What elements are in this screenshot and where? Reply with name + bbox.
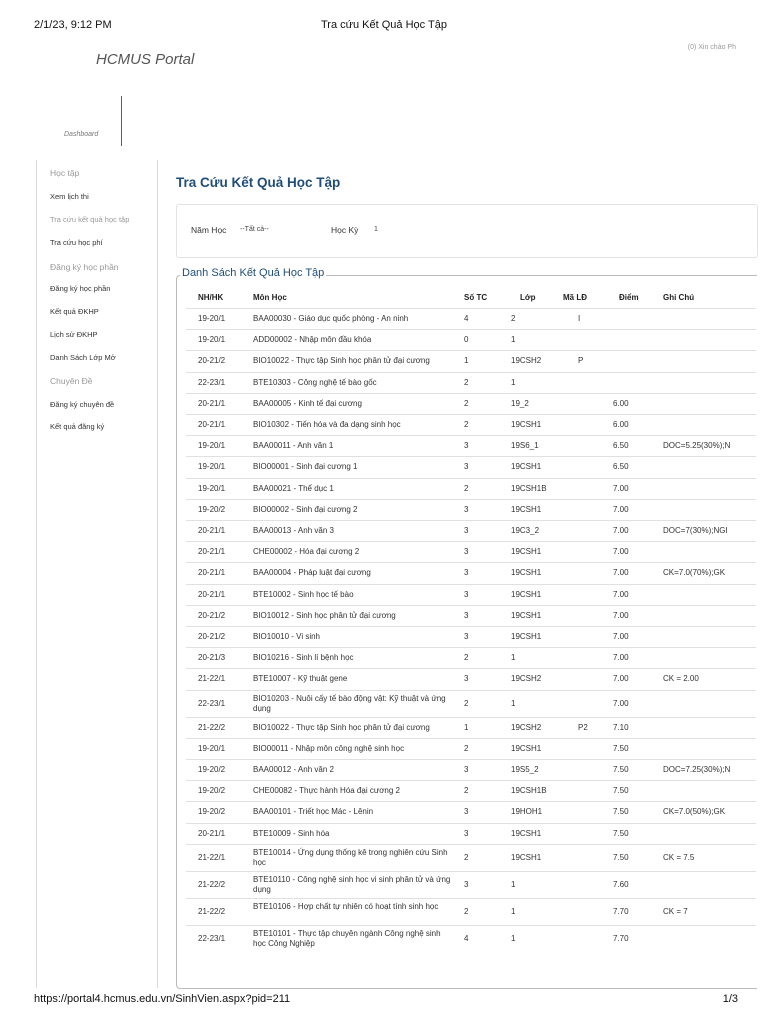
row-divider <box>186 780 756 781</box>
cell-credits: 2 <box>464 420 469 430</box>
cell-subject: BIO10302 - Tiến hóa và đa dạng sinh học <box>253 420 401 430</box>
row-divider <box>186 647 756 648</box>
cell-subject: BTE10106 - Hợp chất tự nhiên có hoạt tính sinh học <box>253 901 439 911</box>
semester-label: Học Kỳ <box>331 225 359 235</box>
cell-subject: ADD00002 - Nhập môn đầu khóa <box>253 335 372 345</box>
table-row <box>186 584 756 605</box>
cell-nhhk: 20-21/1 <box>198 589 226 599</box>
table-row <box>186 414 756 435</box>
cell-credits: 3 <box>464 632 469 642</box>
cell-nhhk: 19-20/1 <box>198 743 226 753</box>
table-row <box>186 435 756 456</box>
cell-subject: BAA00021 - Thể dục 1 <box>253 483 334 493</box>
col-header-class[interactable]: Lớp <box>520 293 536 302</box>
table-row <box>186 308 756 329</box>
cell-subject: BIO10022 - Thực tập Sinh học phân tử đại cương <box>253 356 430 366</box>
cell-subject: BAA00012 - Anh văn 2 <box>253 765 334 775</box>
cell-subject: BIO00011 - Nhập môn công nghệ sinh học <box>253 743 405 753</box>
cell-class: 1 <box>511 698 516 708</box>
row-divider <box>186 478 756 479</box>
cell-nhhk: 20-21/2 <box>198 356 226 366</box>
table-row <box>186 780 756 801</box>
cell-nhhk: 20-21/2 <box>198 632 226 642</box>
col-header-score[interactable]: Điểm <box>619 293 639 302</box>
cell-credits: 3 <box>464 828 469 838</box>
cell-credits: 2 <box>464 398 469 408</box>
table-row <box>186 738 756 759</box>
table-row <box>186 393 756 414</box>
cell-score: 6.00 <box>613 420 629 430</box>
cell-score: 7.70 <box>613 933 629 943</box>
dashboard-link[interactable]: Dashboard <box>64 131 99 138</box>
cell-subject: BAA00101 - Triết học Mác - Lênin <box>253 807 374 817</box>
cell-class: 19CSH1B <box>511 483 547 493</box>
cell-nhhk: 20-21/1 <box>198 526 226 536</box>
cell-score: 7.00 <box>613 483 629 493</box>
row-divider <box>186 520 756 521</box>
table-row <box>186 562 756 583</box>
col-header-note[interactable]: Ghi Chú <box>663 293 695 302</box>
cell-score: 7.00 <box>613 610 629 620</box>
cell-note: CK=7.0(50%);GK <box>663 807 726 817</box>
cell-credits: 3 <box>464 879 469 889</box>
col-header-subject[interactable]: Môn Học <box>253 293 287 302</box>
cell-score: 6.50 <box>613 462 629 472</box>
cell-nhhk: 20-21/1 <box>198 398 226 408</box>
table-row <box>186 759 756 780</box>
cell-nhhk: 20-21/2 <box>198 610 226 620</box>
print-date: 2/1/23, 9:12 PM <box>34 19 112 31</box>
year-select[interactable]: --Tất cả-- <box>240 226 269 233</box>
sidebar-item[interactable]: Tra cứu kết quả học tập <box>50 215 130 224</box>
table-row <box>186 541 756 562</box>
cell-note: DOC=7.25(30%);N <box>663 765 731 775</box>
table-row <box>186 668 756 689</box>
table-row <box>186 478 756 499</box>
table-row <box>186 520 756 541</box>
print-page-number: 1/3 <box>722 993 738 1005</box>
cell-nhhk: 22-23/1 <box>198 933 226 943</box>
brand-logo-text[interactable]: HCMUS Portal <box>96 51 195 68</box>
table-row <box>186 801 756 822</box>
cell-credits: 2 <box>464 653 469 663</box>
cell-score: 7.70 <box>613 906 629 916</box>
sidebar-group-heading: Đăng ký học phần <box>50 262 119 272</box>
row-divider <box>186 562 756 563</box>
row-divider <box>186 801 756 802</box>
cell-nhhk: 21-22/1 <box>198 674 226 684</box>
cell-score: 7.00 <box>613 504 629 514</box>
sidebar-item[interactable]: Tra cứu học phí <box>50 238 103 247</box>
cell-subject: BTE10101 - Thực tập chuyên ngành Công nghệ sinh học Công Nghiệp <box>253 928 441 948</box>
table-row <box>186 871 756 898</box>
cell-nhhk: 22-23/1 <box>198 377 226 387</box>
cell-score: 7.00 <box>613 568 629 578</box>
cell-subject: BAA00013 - Anh văn 3 <box>253 526 334 536</box>
user-greeting[interactable]: (0) Xin chào Ph <box>687 44 736 51</box>
header-divider <box>121 96 122 146</box>
row-divider <box>186 435 756 436</box>
table-row <box>186 605 756 626</box>
results-legend: Danh Sách Kết Quả Học Tập <box>182 267 325 279</box>
col-header-reason-code[interactable]: Mã LĐ <box>563 293 587 302</box>
cell-score: 7.00 <box>613 698 629 708</box>
cell-subject: BTE10007 - Kỹ thuật gene <box>253 674 348 684</box>
cell-nhhk: 20-21/1 <box>198 420 226 430</box>
cell-class: 19S5_2 <box>511 765 539 775</box>
cell-class: 19CSH2 <box>511 356 542 366</box>
cell-credits: 3 <box>464 568 469 578</box>
cell-score: 7.50 <box>613 852 629 862</box>
cell-credits: 3 <box>464 610 469 620</box>
row-divider <box>186 372 756 373</box>
table-row <box>186 647 756 668</box>
page-title: Tra Cứu Kết Quả Học Tập <box>176 175 341 190</box>
cell-credits: 3 <box>464 765 469 775</box>
table-row <box>186 329 756 350</box>
cell-subject: BIO00001 - Sinh đại cương 1 <box>253 462 358 472</box>
table-row <box>186 717 756 738</box>
cell-credits: 2 <box>464 743 469 753</box>
cell-class: 19CSH1 <box>511 547 542 557</box>
sidebar-item[interactable]: Đăng ký học phần <box>50 284 111 293</box>
cell-class: 1 <box>511 377 516 387</box>
cell-reason-code: P2 <box>578 722 588 732</box>
cell-class: 1 <box>511 879 516 889</box>
row-divider <box>186 925 756 926</box>
row-divider <box>186 668 756 669</box>
row-divider <box>186 738 756 739</box>
cell-score: 7.50 <box>613 828 629 838</box>
cell-score: 7.00 <box>613 589 629 599</box>
cell-subject: BIO10022 - Thực tập Sinh học phân tử đại cương <box>253 722 430 732</box>
row-divider <box>186 898 756 899</box>
cell-class: 1 <box>511 933 516 943</box>
row-divider <box>186 584 756 585</box>
cell-subject: BTE10009 - Sinh hóa <box>253 828 330 838</box>
cell-credits: 3 <box>464 462 469 472</box>
cell-reason-code: P <box>578 356 584 366</box>
table-row <box>186 499 756 520</box>
cell-nhhk: 19-20/2 <box>198 504 226 514</box>
semester-select[interactable]: 1 <box>374 226 378 233</box>
cell-nhhk: 19-20/1 <box>198 462 226 472</box>
cell-nhhk: 19-20/2 <box>198 786 226 796</box>
cell-class: 19S6_1 <box>511 441 539 451</box>
cell-credits: 1 <box>464 722 469 732</box>
cell-score: 7.50 <box>613 743 629 753</box>
cell-class: 19CSH2 <box>511 722 542 732</box>
cell-credits: 2 <box>464 698 469 708</box>
cell-class: 19CSH1B <box>511 786 547 796</box>
cell-nhhk: 20-21/1 <box>198 568 226 578</box>
cell-credits: 2 <box>464 377 469 387</box>
table-row <box>186 626 756 647</box>
cell-subject: BIO10203 - Nuôi cấy tế bào động vật: Kỹ thuật và ứng dụng <box>253 693 446 713</box>
cell-credits: 4 <box>464 314 469 324</box>
cell-class: 19C3_2 <box>511 526 540 536</box>
row-divider <box>186 541 756 542</box>
cell-credits: 4 <box>464 933 469 943</box>
cell-class: 19CSH1 <box>511 610 542 620</box>
cell-subject: BIO10216 - Sinh lí bệnh học <box>253 653 354 663</box>
cell-credits: 3 <box>464 547 469 557</box>
row-divider <box>186 605 756 606</box>
cell-credits: 3 <box>464 589 469 599</box>
cell-subject: BAA00005 - Kinh tế đại cương <box>253 398 362 408</box>
cell-nhhk: 19-20/2 <box>198 807 226 817</box>
cell-score: 7.60 <box>613 879 629 889</box>
row-divider <box>186 329 756 330</box>
cell-score: 7.10 <box>613 722 629 732</box>
cell-note: DOC=7(30%);NGI <box>663 526 728 536</box>
cell-nhhk: 19-20/2 <box>198 765 226 775</box>
cell-credits: 3 <box>464 441 469 451</box>
cell-class: 19CSH1 <box>511 743 542 753</box>
cell-nhhk: 19-20/1 <box>198 314 226 324</box>
cell-nhhk: 22-23/1 <box>198 698 226 708</box>
cell-class: 19CSH1 <box>511 420 542 430</box>
table-row <box>186 456 756 477</box>
cell-note: CK=7.0(70%);GK <box>663 568 726 578</box>
cell-score: 7.00 <box>613 547 629 557</box>
cell-score: 6.50 <box>613 441 629 451</box>
cell-score: 6.00 <box>613 398 629 408</box>
col-header-nhhk[interactable]: NH/HK <box>198 293 224 302</box>
cell-subject: BAA00004 - Pháp luật đại cương <box>253 568 371 578</box>
cell-score: 7.50 <box>613 765 629 775</box>
cell-nhhk: 19-20/1 <box>198 441 226 451</box>
cell-subject: BAA00011 - Anh văn 1 <box>253 441 334 451</box>
cell-class: 19CSH1 <box>511 504 542 514</box>
cell-class: 1 <box>511 906 516 916</box>
cell-score: 7.50 <box>613 786 629 796</box>
cell-credits: 3 <box>464 504 469 514</box>
print-url: https://portal4.hcmus.edu.vn/SinhVien.aspx?pid=211 <box>34 993 291 1005</box>
cell-class: 1 <box>511 335 516 345</box>
cell-credits: 2 <box>464 786 469 796</box>
table-row <box>186 372 756 393</box>
sidebar-item[interactable]: Kết quả đăng ký <box>50 422 105 431</box>
cell-note: CK = 7 <box>663 906 688 916</box>
cell-class: 19CSH1 <box>511 852 542 862</box>
cell-nhhk: 19-20/1 <box>198 335 226 345</box>
cell-score: 7.00 <box>613 526 629 536</box>
row-divider <box>186 414 756 415</box>
row-divider <box>186 823 756 824</box>
cell-class: 19CSH1 <box>511 462 542 472</box>
cell-subject: BTE10002 - Sinh học tế bào <box>253 589 354 599</box>
cell-class: 19_2 <box>511 398 529 408</box>
cell-class: 19CSH1 <box>511 828 542 838</box>
row-divider <box>186 871 756 872</box>
cell-score: 7.00 <box>613 674 629 684</box>
sidebar-item[interactable]: Đăng ký chuyên đề <box>50 400 115 409</box>
print-header <box>0 0 768 40</box>
cell-class: 2 <box>511 314 516 324</box>
row-divider <box>186 844 756 845</box>
print-title: Tra cứu Kết Quả Học Tập <box>321 19 447 31</box>
row-divider <box>186 690 756 691</box>
cell-subject: BTE10303 - Công nghệ tế bào gốc <box>253 377 377 387</box>
row-divider <box>186 456 756 457</box>
row-divider <box>186 393 756 394</box>
filter-panel <box>176 204 758 258</box>
table-row <box>186 823 756 844</box>
cell-nhhk: 19-20/1 <box>198 483 226 493</box>
row-divider <box>186 499 756 500</box>
row-divider <box>186 350 756 351</box>
table-row <box>186 898 756 925</box>
cell-subject: BTE10014 - Ứng dụng thống kê trong nghiên cứu Sinh học <box>253 847 448 867</box>
cell-class: 19HOH1 <box>511 807 543 817</box>
cell-subject: BIO00002 - Sinh đại cương 2 <box>253 504 358 514</box>
cell-score: 7.50 <box>613 807 629 817</box>
cell-note: CK = 2.00 <box>663 674 699 684</box>
sidebar-item[interactable]: Xem lịch thi <box>50 192 89 201</box>
cell-class: 19CSH1 <box>511 568 542 578</box>
table-row <box>186 690 756 717</box>
cell-credits: 3 <box>464 526 469 536</box>
cell-nhhk: 21-22/2 <box>198 879 226 889</box>
cell-nhhk: 20-21/3 <box>198 653 226 663</box>
cell-class: 19CSH1 <box>511 632 542 642</box>
sidebar-group-heading: Học tập <box>50 168 80 178</box>
cell-credits: 0 <box>464 335 469 345</box>
cell-nhhk: 21-22/2 <box>198 906 226 916</box>
sidebar-item[interactable]: Kết quả ĐKHP <box>50 307 99 316</box>
table-row <box>186 350 756 371</box>
cell-class: 19CSH1 <box>511 589 542 599</box>
row-divider <box>186 759 756 760</box>
row-divider <box>186 308 756 309</box>
cell-subject: BAA00030 - Giáo dục quốc phòng - An ninh <box>253 314 409 324</box>
cell-nhhk: 21-22/1 <box>198 852 226 862</box>
cell-score: 7.00 <box>613 632 629 642</box>
cell-credits: 2 <box>464 906 469 916</box>
row-divider <box>186 717 756 718</box>
cell-credits: 1 <box>464 356 469 366</box>
row-divider <box>186 626 756 627</box>
cell-class: 1 <box>511 653 516 663</box>
cell-subject: BTE10110 - Công nghệ sinh học vi sinh phân tử và ứng dụng <box>253 874 451 894</box>
cell-reason-code: I <box>578 314 581 324</box>
cell-credits: 3 <box>464 674 469 684</box>
cell-credits: 2 <box>464 852 469 862</box>
cell-note: DOC=5.25(30%);N <box>663 441 731 451</box>
cell-nhhk: 20-21/1 <box>198 828 226 838</box>
cell-subject: CHE00002 - Hóa đại cương 2 <box>253 547 360 557</box>
col-header-credits[interactable]: Số TC <box>464 293 488 302</box>
table-row <box>186 925 756 952</box>
cell-class: 19CSH2 <box>511 674 542 684</box>
cell-subject: BIO10012 - Sinh học phân tử đại cương <box>253 610 396 620</box>
cell-nhhk: 20-21/1 <box>198 547 226 557</box>
cell-score: 7.00 <box>613 653 629 663</box>
sidebar <box>36 160 158 988</box>
year-label: Năm Học <box>191 225 227 235</box>
cell-credits: 2 <box>464 483 469 493</box>
cell-subject: CHE00082 - Thực hành Hóa đại cương 2 <box>253 786 401 796</box>
sidebar-group-heading: Chuyên Đề <box>50 376 93 386</box>
sidebar-item[interactable]: Danh Sách Lớp Mở <box>50 353 116 362</box>
cell-subject: BIO10010 - Vi sinh <box>253 632 321 642</box>
cell-note: CK = 7.5 <box>663 852 695 862</box>
sidebar-item[interactable]: Lịch sử ĐKHP <box>50 330 98 339</box>
table-row <box>186 844 756 871</box>
cell-nhhk: 21-22/2 <box>198 722 226 732</box>
cell-credits: 3 <box>464 807 469 817</box>
